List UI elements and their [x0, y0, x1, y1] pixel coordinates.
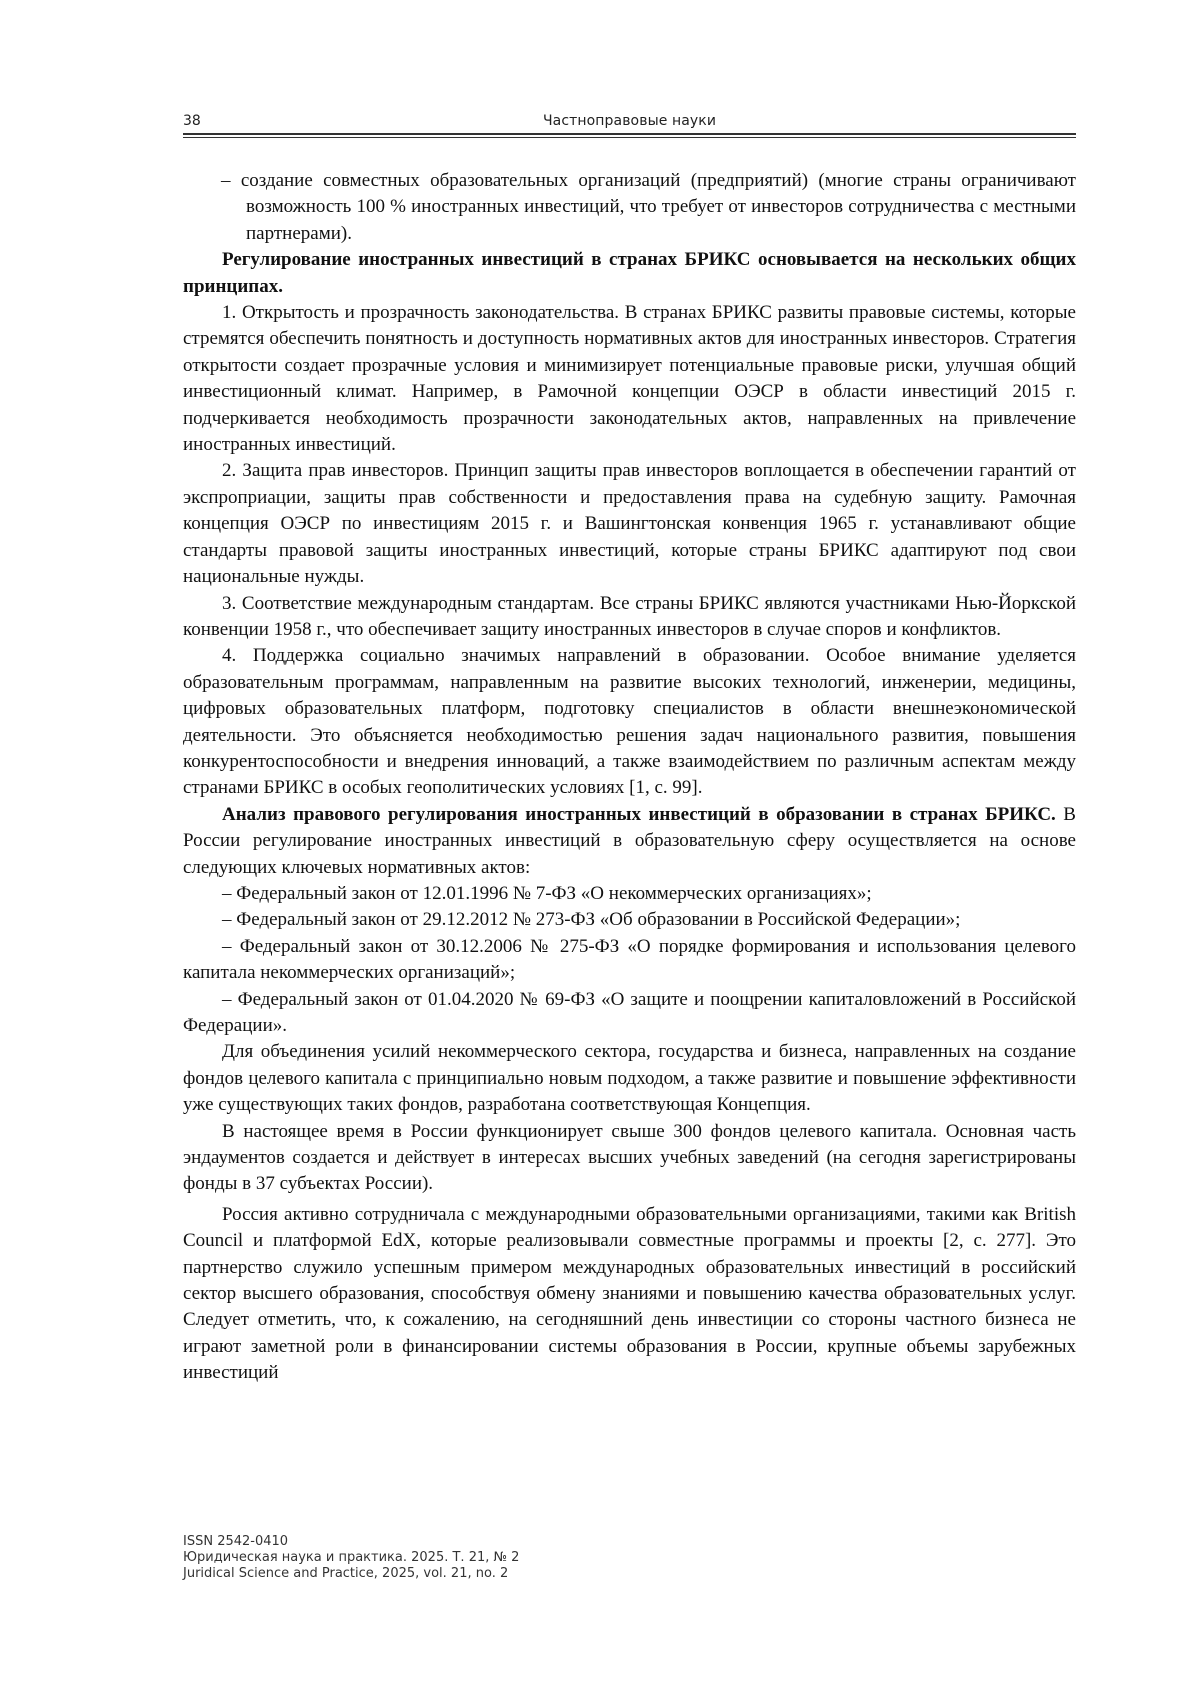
running-title: Частноправовые науки: [542, 113, 717, 129]
article-body: [183, 168, 1076, 1387]
page-footer: [183, 1534, 519, 1582]
principle-international-standards: 3. Соответствие международным стандартам. Все страны БРИКС являются участниками Нью-Йоркской конвенции 1958 г., что обеспечивает защиту иностранных инвесторов в случае споров и конфликтов.: [183, 592, 1076, 640]
law-item-endowment: – Федеральный закон от 30.12.2006 № 275-ФЗ «О порядке формирования и использования целевого капитала некоммерческих организаций»;: [183, 935, 1076, 984]
paragraph-cooperation: Россия активно сотрудничала с международными образовательными организациями, такими как British Council и платформой EdX, которые реализовывали совместные программы и проекты [2, с. 277]. Это партнерство служило успешным примером международных образовательных инвестиций в российский сектор высшего образования, способствуя обмену знаниями и повышению качества образовательных услуг. Следует отметить, что, к сожалению, на сегодняшний день инвестиции со стороны частного бизнеса не играют заметной роли в финансировании системы образования в России, крупные объемы зарубежных инвестиций: [183, 1203, 1076, 1384]
header-rule-thick: [183, 133, 1076, 135]
header-rule-thin: [183, 137, 1076, 138]
law-item-nonprofit: – Федеральный закон от 12.01.1996 № 7-ФЗ «О некоммерческих организациях»;: [222, 882, 872, 904]
section-analysis-text: В России регулирование иностранных инвестиций в образовательную сферу осуществляется на основе следующих ключевых нормативных актов:: [183, 803, 1076, 878]
paragraph-concept: Для объединения усилий некоммерческого сектора, государства и бизнеса, направленных на создание фондов целевого капитала с принципиально новым подходом, а также развитие и повышение эффективности уже существующих таких фондов, разработана соответствующая Концепция.: [183, 1041, 1076, 1116]
section-heading-principles: Регулирование иностранных инвестиций в странах БРИКС основывается на нескольких общих принципах.: [183, 249, 1076, 297]
list-item-joint-ventures: – создание совместных образовательных организаций (предприятий) (многие страны ограничивают возможность 100 % иностранных инвестиций, что требует от инвесторов сотрудничества с местными партнерами).: [221, 170, 1076, 244]
paragraph-endowment-funds: В настоящее время в России функционирует свыше 300 фондов целевого капитала. Основная часть эндаументов создается и действует в интересах высших учебных заведений (на сегодня зарегистрированы фонды в 37 субъектах России).: [183, 1120, 1076, 1195]
section-analysis: [183, 802, 1076, 881]
law-item-education: – Федеральный закон от 29.12.2012 № 273-ФЗ «Об образовании в Российской Федерации»;: [222, 909, 961, 931]
footer-issn: ISSN 2542-0410: [183, 1534, 289, 1549]
footer-journal-en: Juridical Science and Practice, 2025, vol. 21, no. 2: [183, 1566, 509, 1581]
page-header: [183, 113, 1076, 133]
principle-social-support: 4. Поддержка социально значимых направлений в образовании. Особое внимание уделяется образовательным программам, направленным на развитие высоких технологий, инженерии, медицины, цифровых образовательных платформ, подготовку специалистов в области внешнеэкономической деятельности. Это объясняется необходимостью решения задач национального развития, повышения конкурентоспособности и внедрения инноваций, а также взаимодействием по различным аспектам между странами БРИКС в особых геополитических условиях [1, с. 99].: [183, 645, 1076, 799]
law-item-capital-investment: – Федеральный закон от 01.04.2020 № 69-ФЗ «О защите и поощрении капиталовложений в Российской Федерации».: [183, 988, 1076, 1036]
section-heading-analysis: Анализ правового регулирования иностранных инвестиций в образовании в странах БРИКС.: [222, 803, 1056, 825]
principle-openness: 1. Открытость и прозрачность законодательства. В странах БРИКС развиты правовые системы, которые стремятся обеспечить понятность и доступность нормативных актов для иностранных инвесторов. Стратегия открытости создает прозрачные условия и минимизирует потенциальные правовые риски, улучшая общий инвестиционный климат. Например, в Рамочной концепции ОЭСР в области инвестиций 2015 г. подчеркивается необходимость прозрачности законодательных актов, направленных на привлечение иностранных инвестиций.: [183, 302, 1076, 456]
footer-journal-ru: Юридическая наука и практика. 2025. Т. 21, № 2: [183, 1550, 520, 1565]
page-number: 38: [183, 113, 201, 129]
principle-investor-protection: 2. Защита прав инвесторов. Принцип защиты прав инвесторов воплощается в обеспечении гарантий от экспроприации, защиты прав собственности и предоставления права на судебную защиту. Рамочная концепция ОЭСР по инвестициям 2015 г. и Вашингтонская конвенция 1965 г. устанавливают общие стандарты правовой защиты иностранных инвестиций, которые страны БРИКС адаптируют под свои национальные нужды.: [183, 460, 1076, 588]
